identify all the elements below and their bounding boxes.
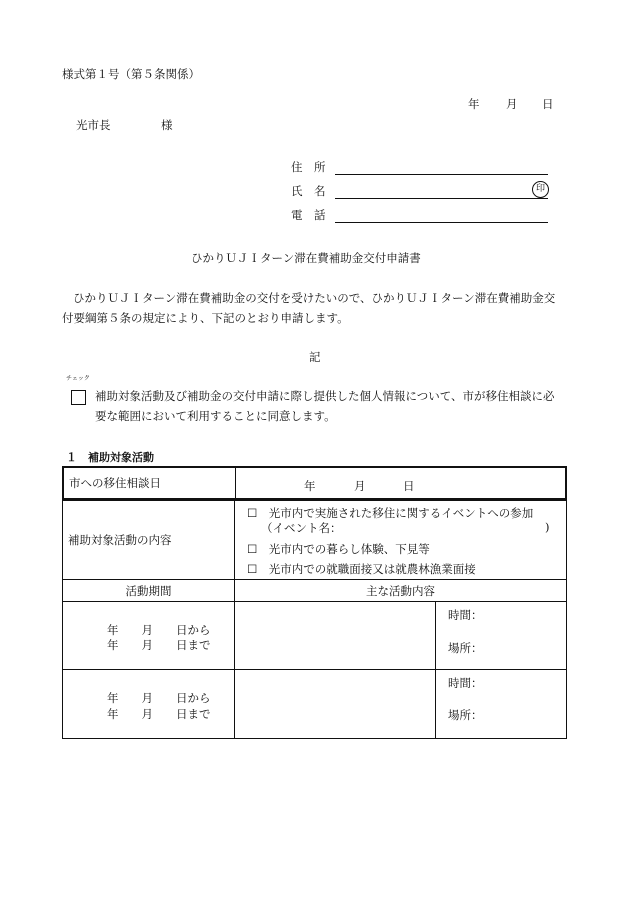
activity-label: 補助対象活動の内容 bbox=[63, 501, 235, 580]
period-header: 活動期間 bbox=[63, 580, 235, 602]
consult-month: 月 bbox=[354, 479, 366, 493]
content-cell-1[interactable] bbox=[235, 602, 436, 670]
activity-table bbox=[62, 500, 567, 739]
time-label-1: 時間： bbox=[448, 608, 483, 622]
period-cell-2[interactable] bbox=[63, 670, 235, 739]
seal-mark: 印 bbox=[532, 181, 549, 198]
consult-label: 市への移住相談日 bbox=[63, 467, 236, 499]
addressee: 光市長 bbox=[76, 118, 111, 132]
detail-cell-1[interactable] bbox=[436, 602, 567, 670]
date-day: 日 bbox=[542, 97, 554, 111]
period-from-1: 年 月 日から bbox=[107, 623, 211, 637]
place-label-1: 場所： bbox=[448, 641, 483, 655]
option-event[interactable]: ☐ 光市内で実施された移住に関するイベントへの参加 bbox=[247, 506, 534, 520]
address-label: 住 所 bbox=[291, 160, 326, 174]
content-cell-2[interactable] bbox=[235, 670, 436, 739]
consent-checkbox[interactable] bbox=[71, 390, 86, 405]
consult-day: 日 bbox=[403, 479, 415, 493]
date-year: 年 bbox=[468, 97, 480, 111]
consult-year: 年 bbox=[304, 479, 316, 493]
ki-label: 記 bbox=[309, 350, 321, 364]
phone-label: 電 話 bbox=[291, 208, 326, 222]
option-trial-stay[interactable]: ☐ 光市内での暮らし体験、下見等 bbox=[247, 542, 430, 556]
document-title: ひかりＵＪＩターン滞在費補助金交付申請書 bbox=[191, 251, 421, 265]
form-number: 様式第１号（第５条関係） bbox=[62, 67, 200, 81]
event-name-label: （イベント名： bbox=[261, 521, 342, 535]
consult-table bbox=[62, 466, 567, 500]
address-field[interactable] bbox=[335, 174, 548, 175]
date-month: 月 bbox=[506, 97, 518, 111]
content-header: 主な活動内容 bbox=[235, 580, 567, 602]
phone-field[interactable] bbox=[335, 222, 548, 223]
consult-date-cell[interactable] bbox=[236, 467, 567, 499]
check-note: チェック bbox=[66, 375, 90, 382]
name-label: 氏 名 bbox=[291, 184, 326, 198]
name-field[interactable] bbox=[335, 198, 548, 199]
section-heading: １ 補助対象活動 bbox=[66, 451, 154, 464]
addressee-suffix: 様 bbox=[161, 118, 173, 132]
detail-cell-2[interactable] bbox=[436, 670, 567, 739]
period-cell-1[interactable] bbox=[63, 602, 235, 670]
body-paragraph: ひかりＵＪＩターン滞在費補助金の交付を受けたいので、ひかりＵＪＩターン滞在費補助金交付要綱第５条の規定により、下記のとおり申請します。 bbox=[62, 291, 556, 325]
time-label-2: 時間： bbox=[448, 676, 483, 690]
period-from-2: 年 月 日から bbox=[107, 691, 211, 705]
period-to-1: 年 月 日まで bbox=[107, 638, 211, 652]
place-label-2: 場所： bbox=[448, 708, 483, 722]
event-name-close: ) bbox=[545, 520, 550, 534]
period-to-2: 年 月 日まで bbox=[107, 707, 211, 721]
consent-text: 補助対象活動及び補助金の交付申請に際し提供した個人情報について、市が移住相談に必要な範囲において利用することに同意します。 bbox=[95, 389, 555, 423]
activity-options-cell bbox=[235, 501, 567, 580]
option-interview[interactable]: ☐ 光市内での就職面接又は就農林漁業面接 bbox=[247, 562, 476, 576]
